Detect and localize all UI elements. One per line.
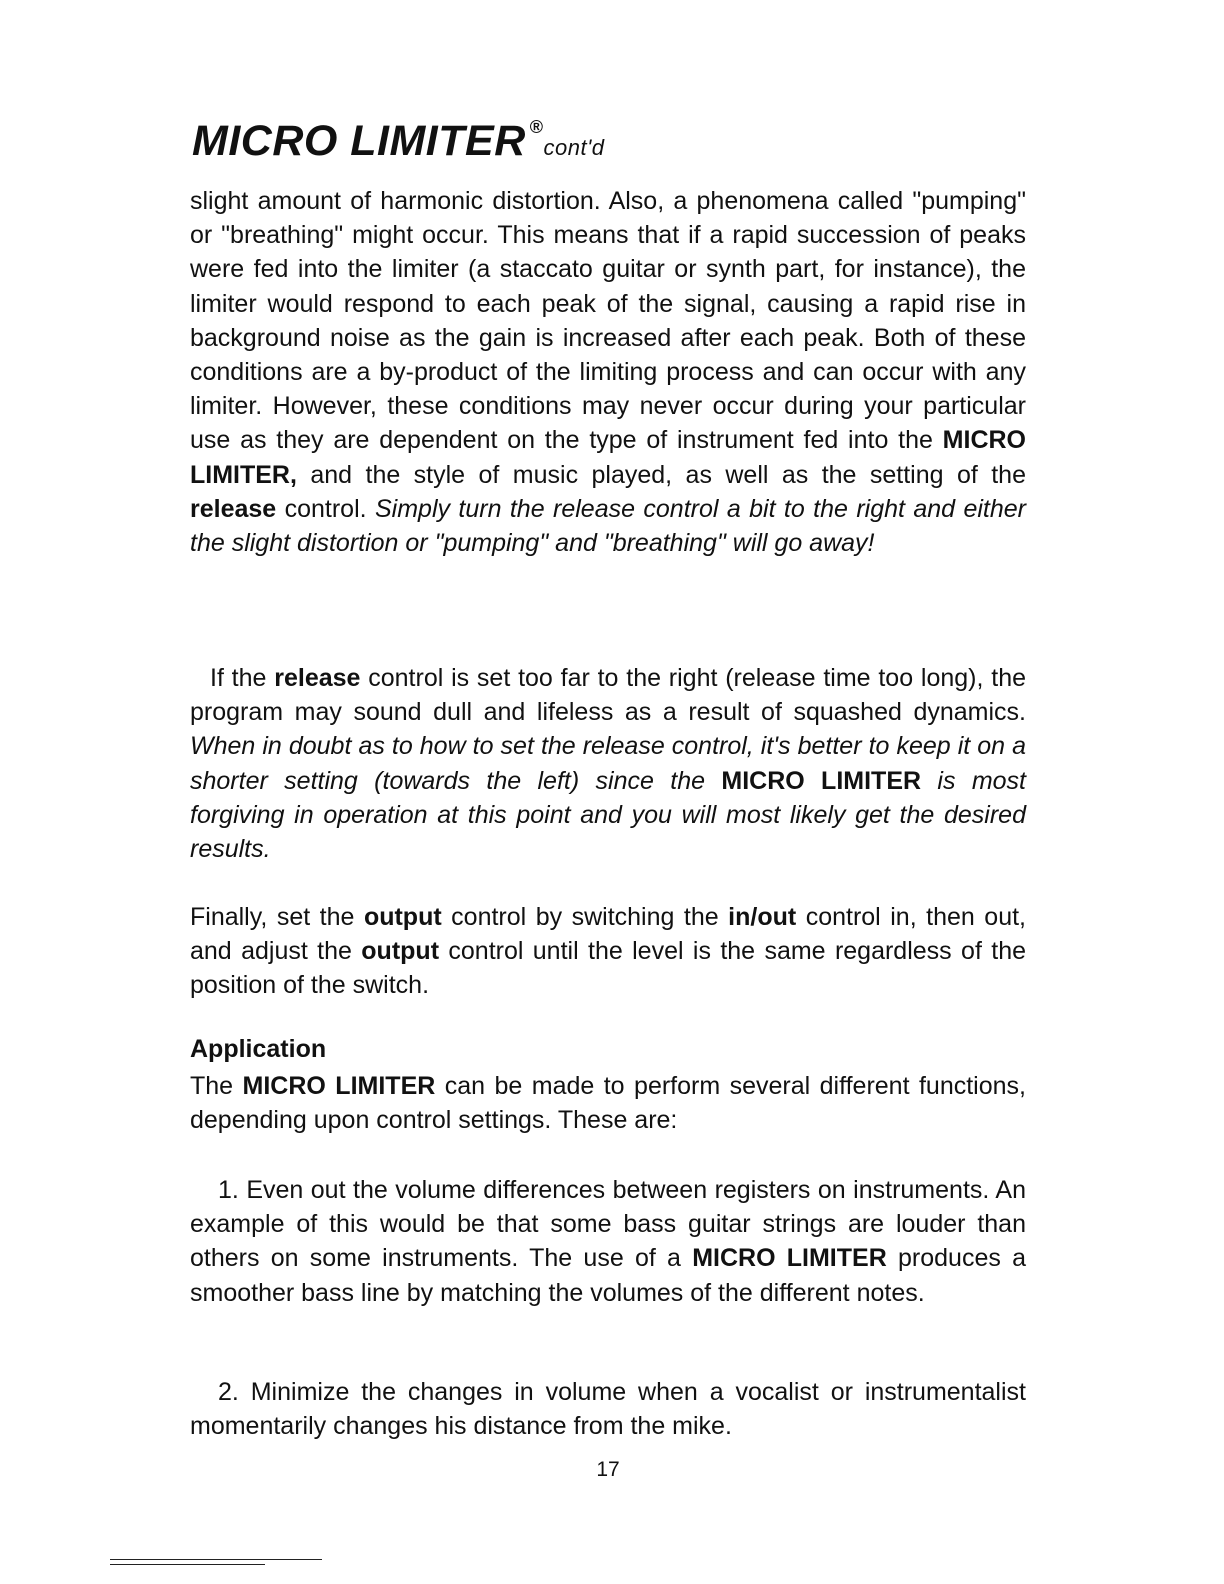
text-run: Finally, set the <box>190 903 364 931</box>
text-run: and the style of music played, as well as the setting of the <box>296 460 1026 489</box>
italic-run: Simply turn the release control a bit to the right and either the slight distortion or "pumping" and "breathing" will go away! <box>190 494 1026 558</box>
page-title <box>192 117 605 166</box>
italic-run: When in doubt as to how to set the release control, it's better to keep it on a shorter setting (towards the left) since the <box>190 732 1026 795</box>
list-item <box>190 1375 1026 1443</box>
text-run: control until the level is the same regardless of the position of the switch. <box>190 937 1027 1000</box>
bold-run: output <box>363 903 442 931</box>
text-run: slight amount of harmonic distortion. Also, a phenomena called "pumping" or "breathing" might occur. This means that if a rapid succession of peaks were fed into the limiter (a staccato guitar or synth part, for instance), the limiter would respond to each peak of the signal, causing a rapid rise in background noise as the gain is increased after each peak. Both of these conditions are a by-product of the limiting process and can occur with any limiter. However, these conditions may never occur during your particular use as they are dependent on the type of instrument fed into the <box>190 187 1026 455</box>
text-run: If the <box>210 664 275 692</box>
bold-run: MICRO LIMITER <box>721 766 922 795</box>
section-heading-application: Application <box>190 1035 327 1063</box>
italic-run: is most forgiving in operation at this point and you will most likely get the desired results. <box>190 766 1026 864</box>
bold-run: MICRO LIMITER <box>242 1072 436 1100</box>
bold-run: MICRO LIMITER <box>692 1244 887 1273</box>
text-run: can be made to perform several different functions, depending upon control settings. These are: <box>190 1072 1026 1135</box>
text-run: control by switching the <box>441 903 729 931</box>
text-run: Minimize the changes in volume when a vocalist or instrumentalist momentarily changes his distance from the mike. <box>190 1378 1026 1441</box>
bold-run: release <box>274 664 361 692</box>
text-run: Even out the volume differences between registers on instruments. An example of this would be that some bass guitar strings are louder than others on some instruments. The use of a <box>190 1176 1026 1273</box>
footer-rule <box>110 1559 322 1560</box>
text-run: control in, then out, and adjust the <box>190 903 1026 966</box>
manual-page <box>190 0 1026 1584</box>
title-main: MICRO LIMITER <box>192 117 526 165</box>
bold-run: output <box>361 937 440 966</box>
paragraph-application-intro <box>190 1069 1026 1137</box>
paragraph-release <box>190 661 1026 866</box>
text-run: produces a smoother bass line by matching the volumes of the different notes. <box>190 1244 1026 1307</box>
footer-rule-short <box>110 1564 265 1565</box>
bold-run: release <box>190 494 277 523</box>
bold-run: in/out <box>728 903 797 931</box>
list-item <box>190 1173 1026 1310</box>
text-run: The <box>190 1072 243 1100</box>
text-run: control is set too far to the right (release time too long), the program may sound dull and lifeless as a result of squashed dynamics. <box>190 664 1026 727</box>
paragraph-output <box>190 900 1026 1003</box>
list-number: 2. <box>218 1378 239 1406</box>
text-run: control. <box>276 494 375 523</box>
registered-mark: ® <box>529 117 544 137</box>
paragraph-distortion <box>190 184 1026 560</box>
list-number: 1. <box>218 1176 239 1204</box>
page-number: 17 <box>596 1458 620 1481</box>
bold-run: MICRO LIMITER, <box>190 426 1026 489</box>
title-suffix: cont'd <box>543 135 605 160</box>
